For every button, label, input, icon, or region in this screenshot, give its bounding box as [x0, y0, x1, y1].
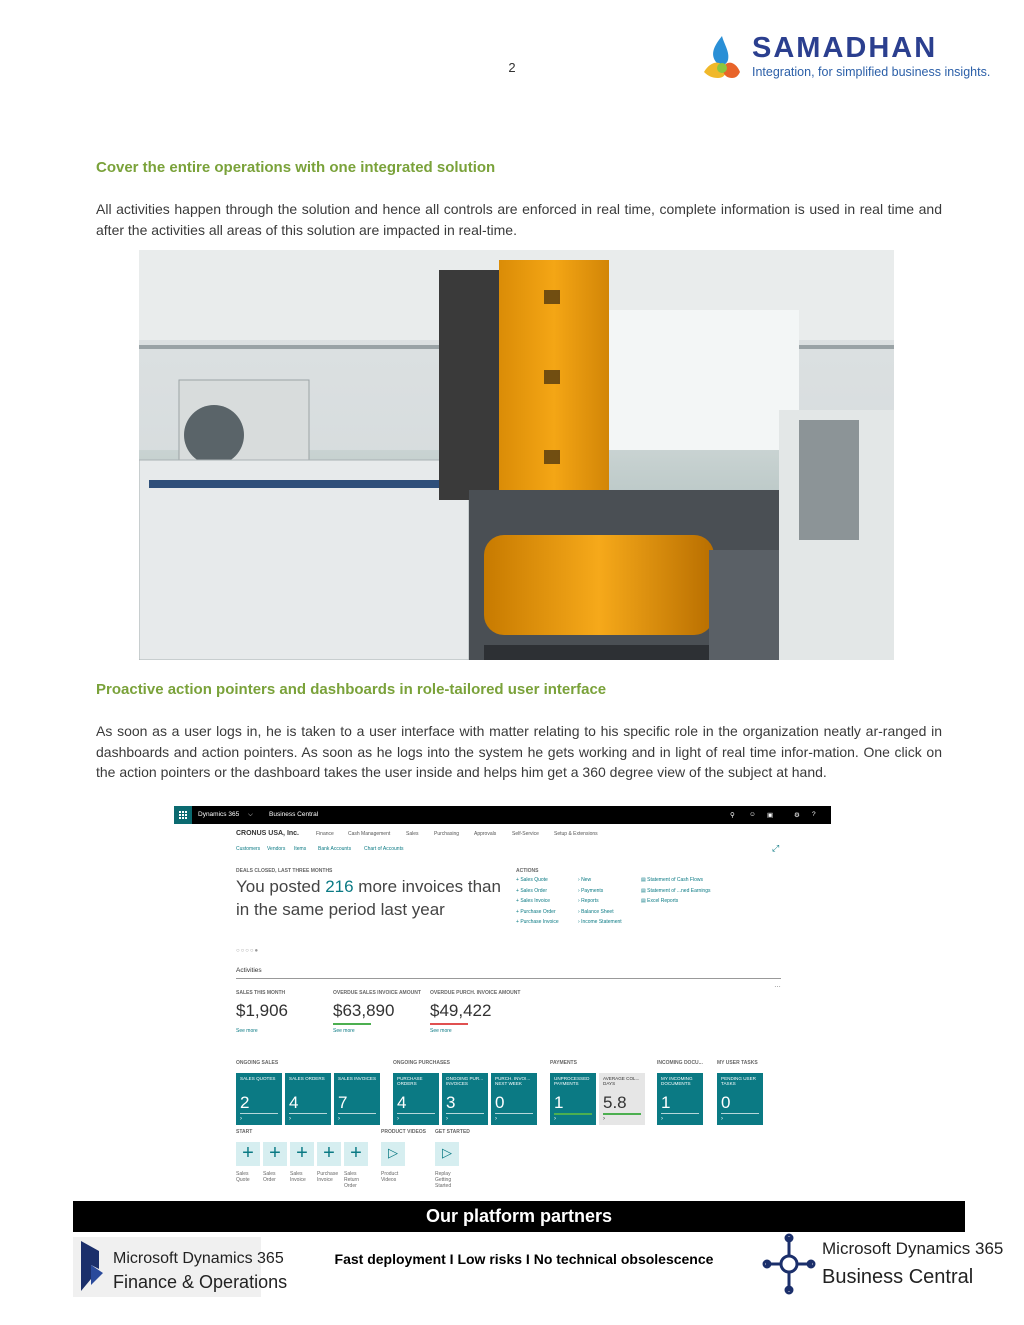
action-label: Sales Invoice: [520, 898, 551, 905]
start-item-label[interactable]: Sales Order: [263, 1171, 276, 1183]
activities-divider: [236, 978, 781, 979]
start-item-label[interactable]: Sales Quote: [236, 1171, 250, 1183]
kpi-tile[interactable]: [393, 1073, 439, 1125]
chevron-right-icon: ›: [578, 877, 582, 883]
kpi-tile[interactable]: [334, 1073, 380, 1125]
tile-value: 0: [721, 1093, 731, 1112]
business-central-screenshot: [174, 806, 831, 1194]
action-label: Reports: [581, 898, 599, 905]
page-number: 2: [508, 60, 516, 75]
menu-item[interactable]: Purchasing: [434, 831, 460, 837]
product-name[interactable]: Dynamics 365: [198, 811, 240, 818]
tile-label: AVERAGE COL... DAYS: [603, 1076, 640, 1087]
chevron-right-icon: ›: [397, 1116, 399, 1122]
kpi-label: OVERDUE SALES INVOICE AMOUNT: [333, 990, 421, 996]
brand-name: SAMADHAN: [752, 32, 938, 64]
carousel-dots[interactable]: ○○○○●: [236, 948, 260, 954]
action-item[interactable]: [641, 888, 711, 894]
tile-label: SALES ORDERS: [289, 1076, 325, 1081]
menu-item[interactable]: Self-Service: [512, 831, 539, 837]
business-central-icon: [762, 1233, 816, 1295]
tile-divider: [495, 1113, 533, 1114]
plus-icon[interactable]: +: [317, 1142, 341, 1166]
tile-divider: [446, 1113, 484, 1114]
chevron-right-icon: ›: [338, 1116, 340, 1122]
action-item[interactable]: [516, 909, 556, 915]
menu-item[interactable]: Cash Management: [348, 831, 391, 837]
action-label: Purchase Order: [520, 908, 556, 915]
kpi-underline: [430, 1023, 468, 1025]
partners-tagline: Fast deployment I Low risks I No technical obsolescence: [334, 1251, 714, 1267]
getstarted-label: GET STARTED: [435, 1129, 470, 1135]
samadhan-logo: [696, 32, 996, 84]
app-topbar: [174, 806, 831, 824]
action-label: Balance Sheet: [581, 908, 614, 915]
action-item[interactable]: [516, 877, 548, 883]
tile-divider: [661, 1113, 699, 1114]
see-more-link[interactable]: See more: [333, 1028, 355, 1034]
tile-label: MY INCOMING DOCUMENTS: [661, 1076, 693, 1087]
nav-link[interactable]: Vendors: [267, 846, 286, 852]
kpi-underline: [333, 1023, 371, 1025]
kpi-tile[interactable]: [657, 1073, 703, 1125]
expand-icon[interactable]: ⤢: [772, 843, 780, 853]
activities-label: Activities: [236, 967, 262, 974]
ms-business-central-logo: [762, 1233, 1004, 1297]
left-logo-line1: Microsoft Dynamics 365: [113, 1250, 284, 1267]
tile-label: UNPROCESSED PAYMENTS: [554, 1076, 590, 1087]
section1-body: All activities happen through the solution and hence all controls are enforced in real time, complete information is used in real time and after the activities all areas of this solution are impacted in real-time.: [96, 201, 942, 238]
waffle-icon[interactable]: [174, 806, 192, 824]
tile-value: 3: [446, 1093, 456, 1112]
kpi-tile[interactable]: [599, 1073, 645, 1125]
action-item[interactable]: [578, 877, 591, 883]
tile-label: SALES INVOICES: [338, 1076, 377, 1081]
tile-value: 4: [397, 1093, 407, 1112]
partners-title: Our platform partners: [73, 1201, 965, 1232]
report-icon: ▤: [641, 898, 648, 905]
tile-value: 5.8: [603, 1093, 627, 1112]
chevron-right-icon: ›: [240, 1116, 242, 1122]
tile-value: 1: [661, 1093, 671, 1112]
nav-link[interactable]: Bank Accounts: [318, 846, 352, 852]
tile-label: ONGOING PUR... INVOICES: [446, 1076, 484, 1087]
plus-icon: +: [516, 898, 521, 905]
section2-heading: Proactive action pointers and dashboards in role-tailored user interface: [96, 681, 607, 698]
product-videos-link[interactable]: Product Videos: [381, 1171, 399, 1183]
report-icon: ▤: [641, 887, 648, 894]
kpi-tile[interactable]: [285, 1073, 331, 1125]
chevron-right-icon: ›: [578, 887, 582, 894]
action-label: Purchase Invoice: [520, 919, 559, 926]
notification-icon[interactable]: ▣: [767, 812, 774, 819]
plus-icon[interactable]: +: [263, 1142, 287, 1166]
action-item[interactable]: [516, 919, 559, 925]
tile-label: PURCH. INVOI... NEXT WEEK: [495, 1076, 531, 1087]
kpi-tile[interactable]: [442, 1073, 488, 1125]
right-logo-line1: Microsoft Dynamics 365: [822, 1239, 1004, 1258]
more-icon[interactable]: …: [774, 982, 781, 989]
report-icon: ▤: [641, 877, 648, 883]
start-item-label[interactable]: Sales Return Order: [344, 1171, 360, 1189]
samadhan-logo-icon: [696, 32, 748, 84]
section1-heading: Cover the entire operations with one integrated solution: [96, 159, 496, 176]
tile-divider: [289, 1113, 327, 1114]
help-icon[interactable]: ?: [812, 811, 816, 818]
tile-value: 0: [495, 1093, 505, 1112]
tile-divider: [554, 1113, 592, 1115]
gear-icon[interactable]: ⚙: [794, 812, 800, 819]
ms-finance-operations-logo: [73, 1237, 288, 1297]
menu-item[interactable]: Finance: [316, 831, 334, 837]
kpi-tile[interactable]: [550, 1073, 596, 1125]
headline-text: [236, 875, 506, 921]
action-label: Sales Order: [520, 887, 547, 894]
nav-link[interactable]: Items: [294, 846, 307, 852]
chevron-right-icon: ›: [578, 919, 582, 926]
app-name[interactable]: Business Central: [269, 811, 319, 818]
plus-icon: +: [516, 908, 521, 915]
kpi-tile[interactable]: [236, 1073, 282, 1125]
getting-started-link[interactable]: Replay Getting Started: [435, 1171, 452, 1189]
brand-tagline: Integration, for simplified business insights.: [752, 65, 991, 79]
nav-link[interactable]: Chart of Accounts: [364, 846, 404, 852]
action-label: Statement of Cash Flows: [647, 877, 703, 883]
kpi-value[interactable]: $63,890: [333, 1001, 395, 1020]
nav-link[interactable]: Customers: [236, 846, 261, 852]
smile-icon[interactable]: ☺: [749, 811, 756, 818]
tile-divider: [603, 1113, 641, 1115]
chevron-right-icon: ›: [578, 908, 582, 915]
chevron-down-icon: ⌵: [248, 811, 253, 818]
action-label: Payments: [581, 887, 604, 894]
tile-divider: [397, 1113, 435, 1114]
tile-divider: [338, 1113, 376, 1114]
start-item-label[interactable]: Purchase Invoice: [317, 1171, 339, 1183]
menu-item[interactable]: Sales: [406, 831, 419, 837]
action-item[interactable]: [641, 877, 703, 883]
tile-group-label: MY USER TASKS: [717, 1060, 758, 1066]
headline-label: DEALS CLOSED, LAST THREE MONTHS: [236, 868, 333, 874]
start-label: START: [236, 1129, 253, 1135]
company-name[interactable]: CRONUS USA, Inc.: [236, 830, 300, 837]
action-label: New: [581, 877, 592, 883]
chevron-right-icon: ›: [661, 1116, 663, 1122]
tile-value: 4: [289, 1093, 299, 1112]
start-item-label[interactable]: Sales Invoice: [290, 1171, 306, 1183]
section2-body: As soon as a user logs in, he is taken to a user interface with matter relating to his specific role in the organization neatly ar-ranged in dashboards and action pointers. As soon as he logs into the system he gets working and in light of real time infor-mation. One click on the action pointers or the dashboard takes the user inside and helps him get a 360 degree view of the subject at hand.: [96, 723, 942, 780]
videos-label: PRODUCT VIDEOS: [381, 1129, 427, 1135]
chevron-right-icon: ›: [289, 1116, 291, 1122]
tile-group-label: PAYMENTS: [550, 1060, 577, 1066]
see-more-link[interactable]: See more: [430, 1028, 452, 1034]
kpi-tile[interactable]: [491, 1073, 537, 1125]
chevron-right-icon: ›: [495, 1116, 497, 1122]
action-label: Income Statement: [581, 919, 622, 926]
plus-icon: +: [516, 887, 521, 894]
right-logo-line2: Business Central: [822, 1266, 974, 1288]
action-item[interactable]: [578, 919, 622, 925]
action-item[interactable]: [516, 898, 550, 904]
tile-label: PENDING USER TASKS: [721, 1076, 756, 1087]
action-label: Excel Reports: [647, 898, 679, 905]
tile-label: SALES QUOTES: [240, 1076, 276, 1081]
chevron-right-icon: ›: [603, 1116, 605, 1122]
see-more-link[interactable]: See more: [236, 1028, 258, 1034]
tile-divider: [240, 1113, 278, 1114]
chevron-right-icon: ›: [554, 1116, 556, 1122]
chevron-right-icon: ›: [446, 1116, 448, 1122]
headline-number: 216: [325, 877, 354, 896]
tile-label: PURCHASE ORDERS: [397, 1076, 423, 1087]
play-icon[interactable]: ▷: [381, 1142, 405, 1166]
headline-pre: You posted: [236, 877, 326, 896]
kpi-label: SALES THIS MONTH: [236, 990, 286, 996]
plus-icon: +: [516, 919, 521, 926]
plus-icon[interactable]: +: [290, 1142, 314, 1166]
tile-group-label: ONGOING PURCHASES: [393, 1060, 450, 1066]
menu-item[interactable]: Setup & Extensions: [554, 831, 598, 837]
kpi-value[interactable]: $49,422: [430, 1001, 492, 1020]
plus-icon[interactable]: +: [344, 1142, 368, 1166]
chevron-right-icon: ›: [721, 1116, 723, 1122]
chevron-right-icon: ›: [578, 898, 582, 905]
kpi-value[interactable]: $1,906: [236, 1001, 288, 1020]
search-icon[interactable]: ⚲: [730, 812, 735, 819]
action-item[interactable]: [516, 888, 547, 894]
tile-divider: [721, 1113, 759, 1114]
action-label: Sales Quote: [520, 877, 548, 883]
factory-printing-machine-photo: [139, 250, 894, 660]
kpi-label: OVERDUE PURCH. INVOICE AMOUNT: [430, 990, 521, 996]
action-label: Statement of ...ned Earnings: [647, 887, 711, 894]
dynamics-logo-icon: [77, 1239, 107, 1295]
action-item[interactable]: [578, 898, 599, 904]
kpi-tile[interactable]: [717, 1073, 763, 1125]
headline-post: more invoices than in the same period last year: [236, 877, 501, 919]
tile-value: 2: [240, 1093, 250, 1112]
actions-label: ACTIONS: [516, 868, 539, 874]
tile-group-label: INCOMING DOCU...: [657, 1060, 703, 1066]
tile-value: 1: [554, 1093, 564, 1112]
tile-value: 7: [338, 1093, 348, 1112]
action-item[interactable]: [578, 888, 603, 894]
action-item[interactable]: [641, 898, 678, 904]
tile-group-label: ONGOING SALES: [236, 1060, 279, 1066]
action-item[interactable]: [578, 909, 614, 915]
left-logo-line2: Finance & Operations: [113, 1272, 288, 1292]
plus-icon: +: [516, 877, 521, 883]
menu-item[interactable]: Approvals: [474, 831, 497, 837]
plus-icon[interactable]: +: [236, 1142, 260, 1166]
replay-icon[interactable]: ▷: [435, 1142, 459, 1166]
